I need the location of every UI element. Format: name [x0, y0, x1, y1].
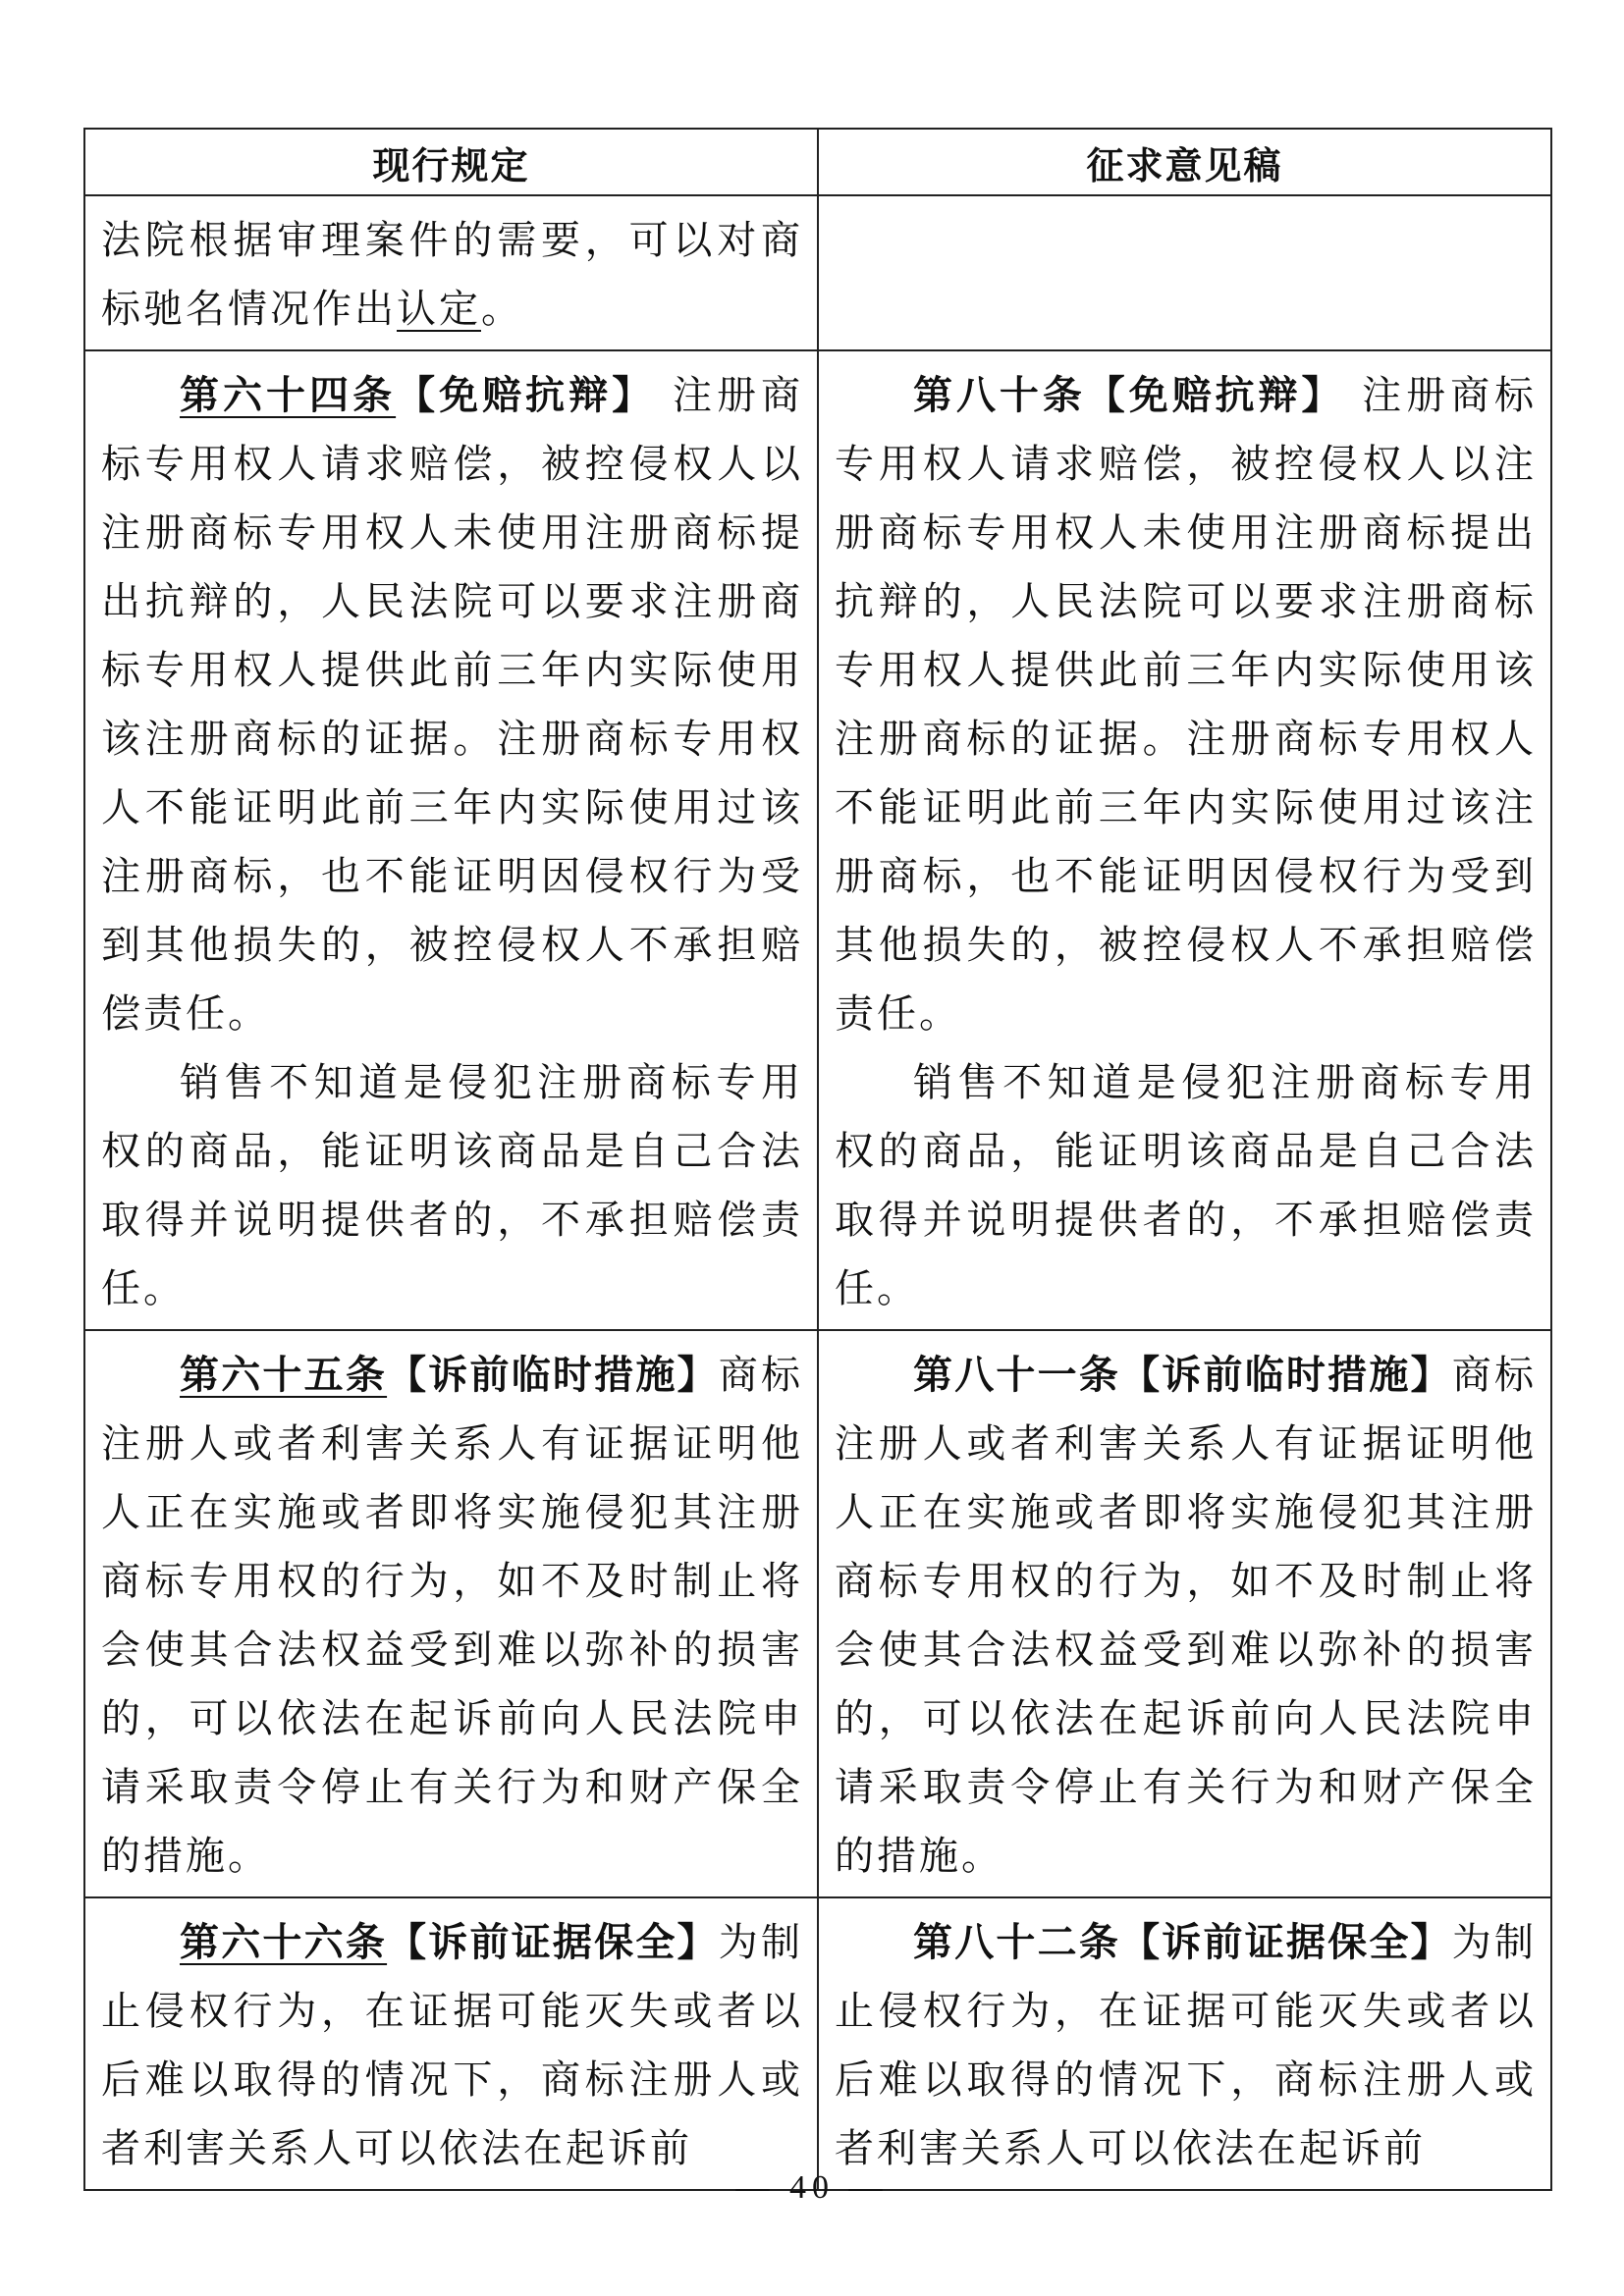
article-paragraph — [101, 1341, 803, 1891]
article-text: 商标注册人或者利害关系人有证据证明他人正在实施或者即将实施侵犯其注册商标专用权的行为，如不及时制止将会使其合法权益受到难以弥补的损害的，可以依法在起诉前向人民法院申请采取责令停止有关行为和财产保全的措施。 — [101, 1353, 804, 1879]
continuation-text: 法院根据审理案件的需要，可以对商标驰名情况作出 — [101, 218, 803, 332]
header-draft-for-comment: 征求意见稿 — [818, 129, 1551, 195]
article-number: 第八十条 — [913, 373, 1086, 418]
article-text: 商标注册人或者利害关系人有证据证明他人正在实施或者即将实施侵犯其注册商标专用权的行为，如不及时制止将会使其合法权益受到难以弥补的损害的，可以依法在起诉前向人民法院申请采取责令停止有关行为和财产保全的措施。 — [835, 1353, 1538, 1879]
header-current-rules: 现行规定 — [84, 129, 818, 195]
article-paragraph — [101, 1908, 803, 2183]
draft-cell — [818, 1897, 1551, 2190]
page-number: — 40 — — [735, 2169, 889, 2206]
table-row — [84, 1330, 1551, 1897]
article-paragraph-2: 销售不知道是侵犯注册商标专用权的商品，能证明该商品是自己合法取得并说明提供者的，不承担赔偿责任。 — [101, 1060, 803, 1311]
article-heading: 【免赔抗辩】 — [396, 373, 656, 418]
current-cell — [84, 1897, 818, 2190]
article-heading: 【诉前证据保全】 — [1120, 1920, 1452, 1965]
comparison-table — [83, 128, 1552, 2191]
article-number: 第八十一条 — [913, 1353, 1121, 1398]
article-text: 为制止侵权行为，在证据可能灭失或者以后难以取得的情况下，商标注册人或者利害关系人可以依法在起诉前 — [835, 1920, 1538, 2171]
article-number: 第八十二条 — [913, 1920, 1121, 1965]
article-number: 第六十六条 — [180, 1920, 388, 1965]
article-number: 第六十四条 — [180, 373, 397, 418]
article-heading: 【免赔抗辩】 — [1085, 373, 1345, 418]
table-row — [84, 1897, 1551, 2190]
current-cell — [84, 1330, 818, 1897]
current-cell — [84, 350, 818, 1330]
current-cell — [84, 195, 818, 350]
table-row — [84, 350, 1551, 1330]
table-row — [84, 195, 1551, 350]
article-paragraph — [835, 1341, 1537, 1891]
article-paragraph — [835, 1908, 1537, 2183]
article-paragraph — [101, 361, 803, 1048]
article-paragraph — [835, 361, 1537, 1048]
draft-cell — [818, 350, 1551, 1330]
article-number: 第六十五条 — [180, 1353, 388, 1398]
article-heading: 【诉前临时措施】 — [1120, 1353, 1452, 1398]
underlined-text: 认定 — [397, 287, 481, 332]
empty-cell-text — [819, 196, 1550, 212]
draft-cell — [818, 195, 1551, 350]
article-text: 为制止侵权行为，在证据可能灭失或者以后难以取得的情况下，商标注册人或者利害关系人可以依法在起诉前 — [101, 1920, 804, 2171]
article-heading: 【诉前临时措施】 — [387, 1353, 719, 1398]
article-paragraph-2: 销售不知道是侵犯注册商标专用权的商品，能证明该商品是自己合法取得并说明提供者的，不承担赔偿责任。 — [835, 1060, 1537, 1311]
article-text: 注册商标专用权人请求赔偿，被控侵权人以注册商标专用权人未使用注册商标提出抗辩的，人民法院可以要求注册商标专用权人提供此前三年内实际使用该注册商标的证据。注册商标专用权人不能证明此前三年内实际使用过该注册商标，也不能证明因侵权行为受到其他损失的，被控侵权人不承担赔偿责任。 — [835, 373, 1538, 1037]
draft-cell — [818, 1330, 1551, 1897]
article-heading: 【诉前证据保全】 — [387, 1920, 719, 1965]
continuation-paragraph — [101, 206, 803, 344]
article-text: 注册商标专用权人请求赔偿，被控侵权人以注册商标专用权人未使用注册商标提出抗辩的，人民法院可以要求注册商标专用权人提供此前三年内实际使用该注册商标的证据。注册商标专用权人不能证明此前三年内实际使用过该注册商标，也不能证明因侵权行为受到其他损失的，被控侵权人不承担赔偿责任。 — [101, 373, 804, 1037]
continuation-end: 。 — [481, 287, 523, 332]
table-header-row — [84, 129, 1551, 195]
